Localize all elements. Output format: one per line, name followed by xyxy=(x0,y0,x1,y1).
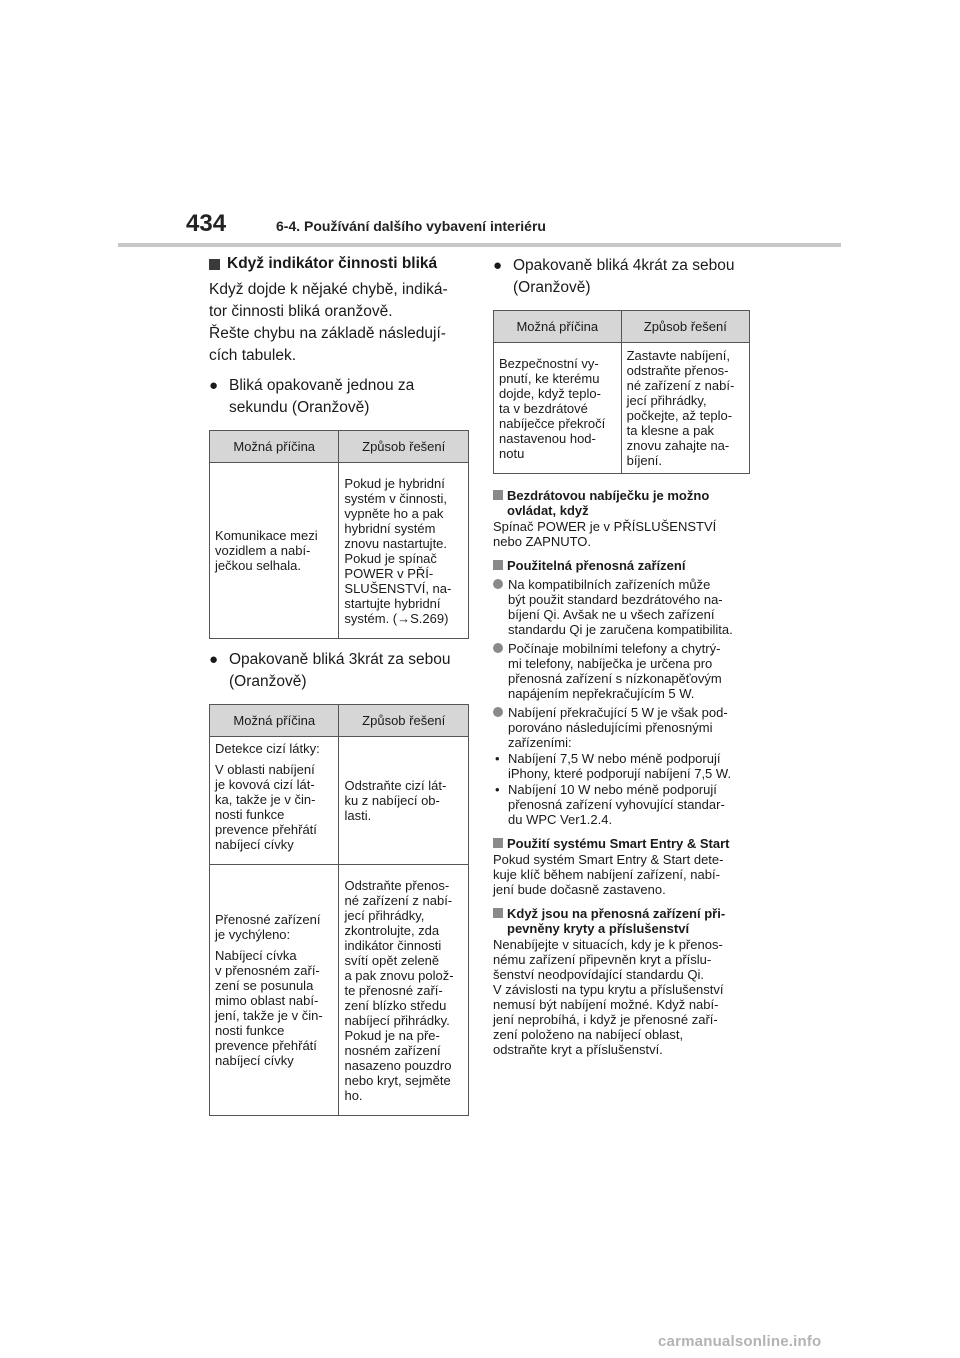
header-cause: Možná příčina xyxy=(494,311,622,343)
left-column xyxy=(209,255,471,1116)
header-solution: Způsob řešení xyxy=(621,311,749,343)
square-bullet-icon xyxy=(209,259,220,270)
solution-cell: Odstraňte přenos- né zařízení z nabí- jecí přihrádky, zkontrolujte, zda indikátor činnosti svítí opět zeleně a pak znovu polož- te přenosné zaří- zení blízko středu nabíjecí přihrádky. Pokud je na pře- nosném zařízení nasazeno pouzdro nebo kryt, sejměte ho. xyxy=(339,865,469,1116)
solution-cell: Pokud je hybridní systém v činnosti, vypněte ho a pak hybridní systém znovu nastartujte. Pokud je spínač POWER v PŘÍ- SLUŠENSTVÍ, na- startujte hybridní systém. (→S.269) xyxy=(339,463,469,639)
bullet-blink-3x: ● Opakovaně bliká 3krát za sebou (Oranžově) xyxy=(209,649,471,693)
header-cause: Možná příčina xyxy=(210,431,339,463)
small-dot-icon: • xyxy=(495,782,500,797)
square-bullet-icon xyxy=(493,490,503,500)
right-column xyxy=(493,255,753,1057)
square-bullet-icon xyxy=(493,560,503,570)
table-blink-3x xyxy=(209,704,469,1116)
note-controllable: Bezdrátovou nabíječku je možno ovládat, když Spínač POWER je v PŘÍSLUŠENSTVÍ nebo ZAPNUTO. xyxy=(493,488,717,549)
header-cause: Možná příčina xyxy=(210,705,339,737)
cause-cell: Komunikace mezi vozidlem a nabí- ječkou selhala. xyxy=(210,463,339,639)
header-solution: Způsob řešení xyxy=(339,431,469,463)
solution-cell: Odstraňte cizí lát- ku z nabíjecí ob- lasti. xyxy=(339,737,469,865)
section-title: Když indikátor činnosti bliká xyxy=(209,255,471,273)
header-rule xyxy=(118,243,841,247)
table-blink-once xyxy=(209,430,469,639)
chapter-title: 6-4. Používání dalšího vybavení interiéru xyxy=(276,218,546,234)
note-smart-entry: Použití systému Smart Entry & Start Pokud systém Smart Entry & Start dete- kuje klíč během nabíjení zařízení, nabí- jení bude dočasně zastaveno. xyxy=(493,836,730,897)
bullet-blink-once: ● Bliká opakovaně jednou za sekundu (Oranžově) xyxy=(209,375,471,419)
gray-dot-icon xyxy=(493,643,503,653)
gray-dot-icon xyxy=(493,579,503,589)
bullet-blink-4x: ● Opakovaně bliká 4krát za sebou (Oranžově) xyxy=(493,255,753,299)
intro-paragraph: Když dojde k nějaké chybě, indiká- tor činnosti bliká oranžově. Řešte chybu na základě následují- cích tabulek. xyxy=(209,281,448,364)
cause-cell: Detekce cizí látky: V oblasti nabíjení je kovová cizí lát- ka, takže je v čin- nosti funkce prevence přehřátí nabíjecí cívky xyxy=(210,737,339,865)
solution-cell: Zastavte nabíjení, odstraňte přenos- né zařízení z nabí- jecí přihrádky, počkejte, až teplo- ta klesne a pak znovu zahajte na- bíjení. xyxy=(621,343,749,474)
small-dot-icon: • xyxy=(495,751,500,766)
square-bullet-icon xyxy=(493,908,503,918)
cause-cell: Přenosné zařízení je vychýleno: Nabíjecí cívka v přenosném zaří- zení se posunula mimo oblast nabí- jení, takže je v čin- nosti funkce prevence přehřátí nabíjecí cívky xyxy=(210,865,339,1116)
table-blink-4x xyxy=(493,310,750,474)
header-solution: Způsob řešení xyxy=(339,705,469,737)
bullet-dot-icon: ● xyxy=(209,651,219,668)
square-bullet-icon xyxy=(493,838,503,848)
bullet-dot-icon: ● xyxy=(493,257,503,274)
note-covers: Když jsou na přenosná zařízení při- pevněny kryty a příslušenství Nenabíjejte v situacích, kdy je k přenos- nému zařízení připevněn kryt a příslu- šenství neodpovídající standardu Qi. V závislosti na typu krytu a příslušenství nemusí být nabíjení možné. Když nabí- jení neprobíhá, i když je přenosné zaří- zení položeno na nabíjecí oblast, odstraňte kryt a příslušenství. xyxy=(493,906,726,1057)
page-number: 434 xyxy=(186,210,227,237)
cause-cell: Bezpečnostní vy- pnutí, ke kterému dojde, když teplo- ta v bezdrátové nabíječce překročí nastavenou hod- notu xyxy=(494,343,622,474)
gray-dot-icon xyxy=(493,707,503,717)
note-devices: Použitelná přenosná zařízení Na kompatibilních zařízeních může být použit standard bezdrátového na- bíjení Qi. Avšak ne u všech zařízení standardu Qi je zaručena kompatibilita. Počínaje mobilními telefony a chytrý- mi telefony, nabíječka je určena pro přenosná zařízení s nízkonapěťovým napájením nepřekračujícím 5 W. Nabíjení překračující 5 W je však pod- porováno následujícími přenosnými zařízeními: • Nabíjení 7,5 W nebo méně podporují iPhony, které podporují nabíjení 7,5 W. • Nabíjení 10 W nebo méně podporují přenosná zařízení vyhovující standar- du WPC Ver1.2.4. xyxy=(495,558,733,827)
bullet-dot-icon: ● xyxy=(209,377,219,394)
watermark: carmanualsonline.info xyxy=(658,1333,822,1350)
